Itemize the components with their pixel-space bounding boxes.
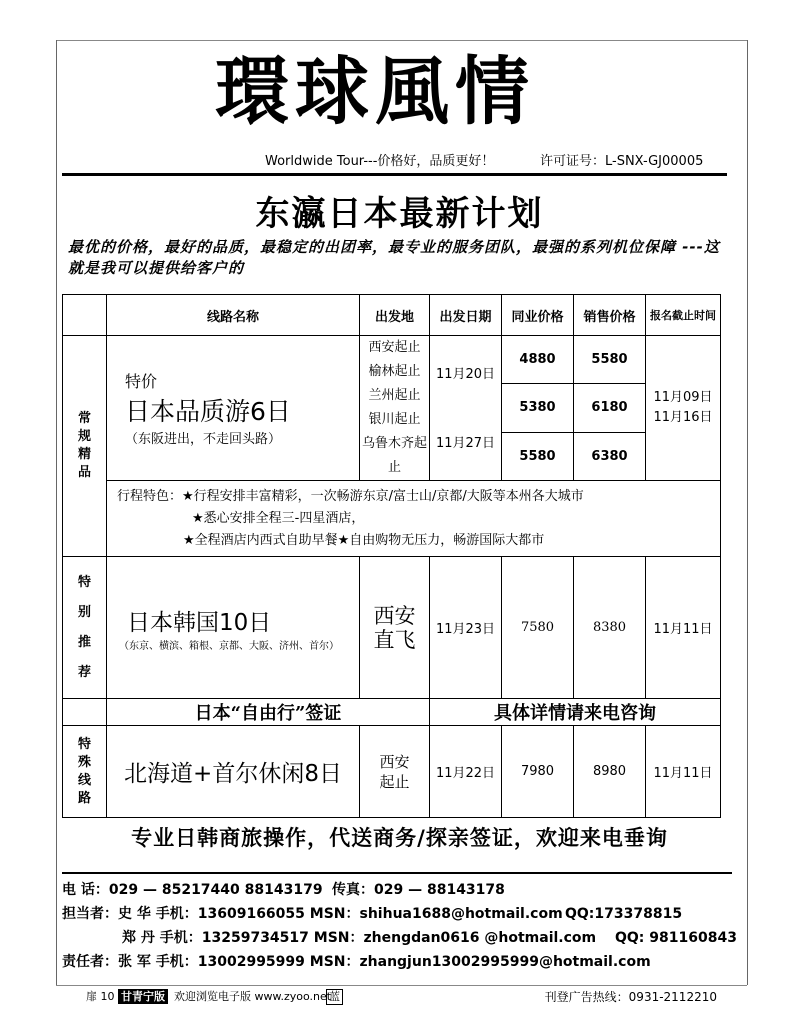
trade-price-cell: 5380 (502, 384, 574, 432)
handler-label: 担当者： (62, 906, 118, 922)
route-regular (107, 336, 360, 481)
sale-price-cell: 6380 (574, 432, 646, 480)
visa-row (63, 699, 721, 726)
responsible-label: 责任者： (62, 954, 118, 970)
trade-price-cell: 7980 (502, 726, 574, 818)
route-name: 北海道+首尔休闲8日 (124, 761, 342, 787)
trade-price-cell: 5580 (502, 432, 574, 480)
contact-line (62, 926, 737, 950)
category-regular: 常 规 精 品 (63, 336, 107, 557)
trade-price-cell: 4880 (502, 336, 574, 384)
header-origin: 出发地 (360, 295, 430, 336)
tagline: Worldwide Tour---价格好，品质更好！ (265, 154, 495, 169)
header-trade-price: 同业价格 (502, 295, 574, 336)
contact-person: 郑 丹 手机：13259734517 MSN：zhengdan0616 @hotmail.com (122, 930, 597, 946)
feature-line: ★全程酒店内西式自助早餐★自由购物无压力，畅游国际大都市 (183, 532, 545, 548)
phone-label: 电 话： (62, 882, 109, 898)
table-row (63, 726, 721, 818)
service-slogan: 专业日韩商旅操作，代送商务/探亲签证，欢迎来电垂询 (131, 826, 668, 850)
page-headline: 东瀛日本最新计划 (255, 194, 544, 234)
origin-cell: 西安 直飞 (360, 557, 430, 699)
ad-hotline: 刊登广告热线：0931-2112210 (544, 990, 717, 1004)
visa-left: 日本“自由行”签证 (107, 699, 430, 726)
category-recommended: 特 别 推 荐 (63, 557, 107, 699)
route-name: 日本韩国10日 (127, 609, 272, 636)
fax-label: 传真： (332, 882, 374, 898)
qq-number: QQ: 981160843 (615, 930, 737, 946)
deadline-cell: 11月09日 11月16日 (646, 336, 721, 481)
date-cell (430, 384, 502, 432)
page-number: 扉 10 (86, 990, 115, 1003)
deadline-cell: 11月11日 (646, 557, 721, 699)
sale-price-cell: 5580 (574, 336, 646, 384)
header-blank (63, 295, 107, 336)
category-special: 特 殊 线 路 (63, 726, 107, 818)
page-footer (56, 985, 747, 1008)
header-date: 出发日期 (430, 295, 502, 336)
features-row (63, 481, 721, 557)
feature-line: 行程特色：★行程安排丰富精彩，一次畅游东京/富士山/京都/大阪等本州各大城市 (117, 488, 584, 504)
special-price-label: 特价 (125, 372, 158, 391)
contact-block (62, 872, 737, 974)
header-route: 线路名称 (107, 295, 360, 336)
tour-table (62, 294, 721, 818)
phone-line (62, 878, 732, 902)
header-rule (62, 173, 727, 176)
date-cell: 11月22日 (430, 726, 502, 818)
date-cell: 11月23日 (430, 557, 502, 699)
contact-person: 张 军 手机：13002995999 MSN：zhangjun13002995999@hotmail.com (118, 954, 651, 970)
date-cell: 11月20日 (430, 336, 502, 384)
route-note: （东京、横滨、箱根、京都、大阪、济州、首尔） (119, 640, 339, 652)
sale-price-cell: 6180 (574, 384, 646, 432)
header-deadline: 报名截止时间 (646, 295, 721, 336)
route-recommended (107, 557, 360, 699)
phone-number: 029 — 85217440 88143179 (108, 882, 323, 898)
trade-price-cell: 7580 (502, 557, 574, 699)
visa-blank (63, 699, 107, 726)
sale-price-cell: 8980 (574, 726, 646, 818)
table-header-row (63, 295, 721, 336)
table-row (63, 336, 721, 384)
contact-person: 史 华 手机：13609166055 MSN：shihua1688@hotmail.com (118, 906, 563, 922)
brand-logo: 環球風情 (215, 49, 535, 135)
date-cell: 11月27日 (430, 432, 502, 480)
intro-text: 最优的价格，最好的品质，最稳定的出团率，最专业的服务团队，最强的系列机位保障 ---这就是我可以提供给客户的 (68, 238, 720, 277)
fax-number: 029 — 88143178 (374, 882, 505, 898)
header-sale-price: 销售价格 (574, 295, 646, 336)
visa-right: 具体详情请来电咨询 (430, 699, 721, 726)
route-special (107, 726, 360, 818)
table-row (63, 557, 721, 699)
sale-price-cell: 8380 (574, 557, 646, 699)
deadline-cell: 11月11日 (646, 726, 721, 818)
origin-list: 西安起止 榆林起止 兰州起止 银川起止 乌鲁木齐起止 (360, 336, 430, 481)
contact-line (62, 950, 732, 974)
route-note: （东阪进出，不走回头路） (125, 432, 282, 447)
feature-line: ★悉心安排全程三-四星酒店， (192, 510, 365, 526)
features-cell (107, 481, 721, 557)
route-name: 日本品质游6日 (125, 397, 291, 426)
website-text: 欢迎浏览电子版 www.zyoo.net (174, 990, 332, 1003)
edition-badge: 甘青宁版 (118, 989, 168, 1004)
license-number: 许可证号：L-SNX-GJ00005 (540, 154, 704, 169)
color-mark: 蓝 (326, 989, 343, 1005)
contact-line (62, 902, 732, 926)
origin-cell: 西安 起止 (360, 726, 430, 818)
qq-number: QQ:173378815 (565, 906, 683, 922)
